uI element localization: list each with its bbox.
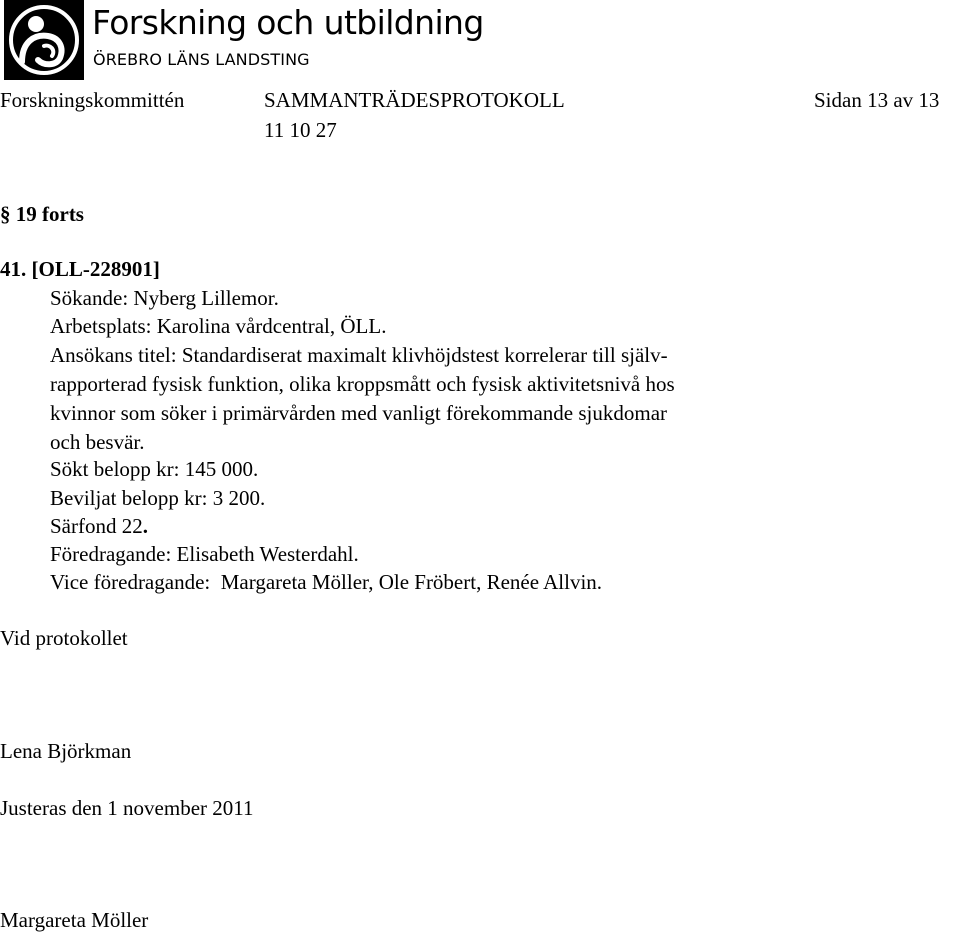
rapporteur: Föredragande: Elisabeth Westerdahl. <box>50 542 359 566</box>
special-fund-text: Särfond 22 <box>50 514 143 538</box>
section-heading <box>0 204 84 225</box>
adjuster-name: Margareta Möller <box>0 908 149 932</box>
document-type: SAMMANTRÄDESPROTOKOLL <box>264 88 565 112</box>
section-label: 19 forts <box>15 202 84 226</box>
page-number: Sidan 13 av 13 <box>814 88 940 112</box>
adjustment-date: Justeras den 1 november 2011 <box>0 796 254 820</box>
applicant: Sökande: Nyberg Lillemor. <box>50 286 279 310</box>
landsting-logo-icon <box>4 0 84 80</box>
item-heading: 41. [OLL-228901] <box>0 257 160 281</box>
application-title-line-3: kvinnor som söker i primärvården med vanligt förekommande sjukdomar <box>50 401 668 425</box>
secretary-name: Lena Björkman <box>0 739 132 763</box>
application-title-line-2: rapporterad fysisk funktion, olika kroppsmått och fysisk aktivitetsnivå hos <box>50 372 675 396</box>
special-fund <box>50 516 148 537</box>
requested-amount: Sökt belopp kr: 145 000. <box>50 457 259 481</box>
committee-name: Forskningskommittén <box>0 88 185 112</box>
application-title-line-4: och besvär. <box>50 430 145 454</box>
application-title-line-1: Ansökans titel: Standardiserat maximalt klivhöjdstest korrelerar till själv- <box>50 343 668 367</box>
logo-title: Forskning och utbildning <box>92 3 484 42</box>
logo-subtitle: ÖREBRO LÄNS LANDSTING <box>93 50 310 69</box>
granted-amount: Beviljat belopp kr: 3 200. <box>50 486 266 510</box>
meeting-date: 11 10 27 <box>264 118 337 142</box>
vice-rapporteur: Vice föredragande: Margareta Möller, Ole Fröbert, Renée Allvin. <box>50 570 603 594</box>
special-fund-dot: . <box>142 514 148 538</box>
workplace: Arbetsplats: Karolina vårdcentral, ÖLL. <box>50 314 387 338</box>
minutes-label: Vid protokollet <box>0 626 128 650</box>
paragraph-symbol: § <box>0 202 11 226</box>
